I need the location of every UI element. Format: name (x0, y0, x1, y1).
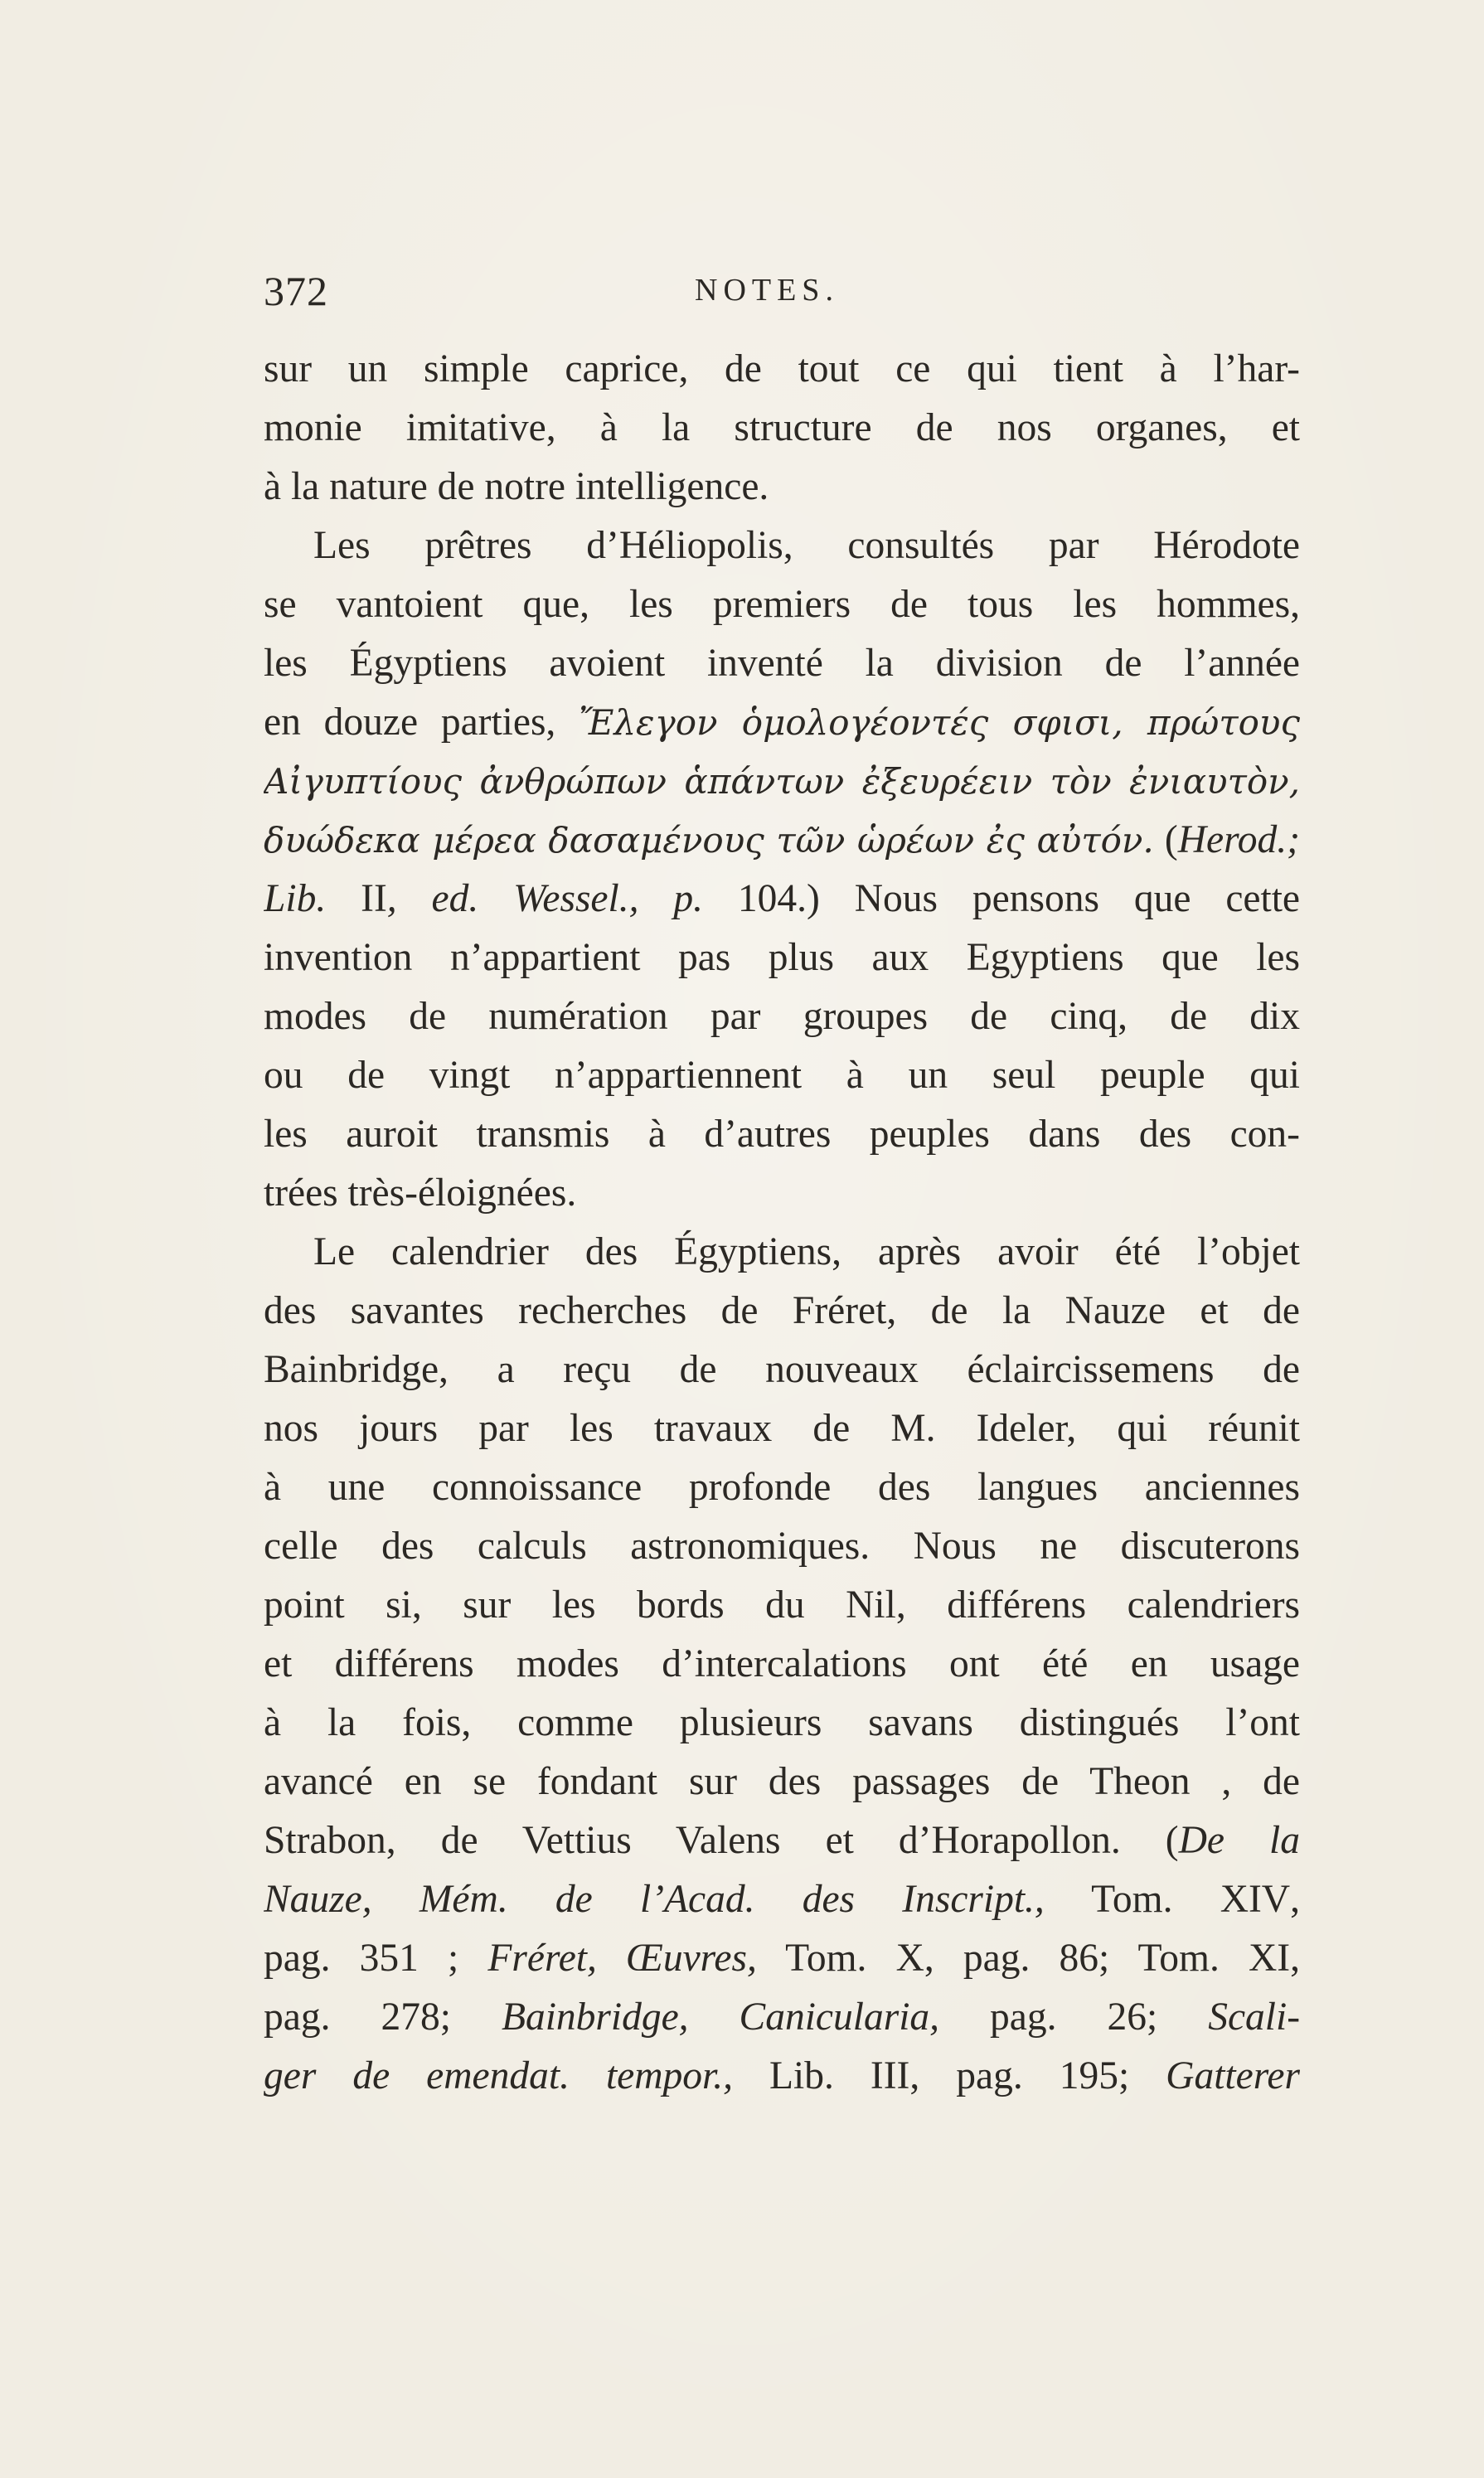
text-line (264, 458, 1300, 516)
text-segment: pag. 278; (264, 1995, 502, 2039)
text-line (264, 1635, 1300, 1694)
text-segment: sur un simple caprice, de tout ce qui tient à l’har- (264, 347, 1300, 390)
italic-citation: Lib. (264, 877, 361, 920)
text-line (264, 1164, 1300, 1223)
text-segment: III (870, 2054, 910, 2097)
text-line (264, 1341, 1300, 1399)
text-segment: , pag. 195; (909, 2054, 1166, 2097)
italic-citation: De la (1178, 1819, 1300, 1862)
text-line (264, 1694, 1300, 1753)
text-segment: pag. 351 ; (264, 1937, 488, 1980)
text-segment: les auroit transmis à d’autres peuples dans des con- (264, 1113, 1300, 1156)
text-segment: , pag. 86; Tom. (924, 1937, 1249, 1980)
italic-citation: Bainbridge, Canicularia, (501, 1995, 940, 2039)
text-segment: modes de numération par groupes de cinq, de dix (264, 995, 1300, 1038)
page-number: 372 (264, 268, 328, 314)
text-line (264, 634, 1300, 693)
text-line (264, 811, 1300, 870)
text-line (264, 1753, 1300, 1811)
greek-quotation: Ἔλεγον ὁμολογέοντές σφισι, πρώτους (579, 702, 1300, 743)
italic-citation: Fréret, Œuvres, (487, 1937, 757, 1980)
text-line (264, 693, 1300, 752)
text-segment: II (361, 877, 387, 920)
italic-citation: Nauze, Mém. de l’Acad. des Inscript., (264, 1878, 1045, 1921)
text-segment: 104.) Nous pensons que cette (702, 877, 1300, 920)
text-segment: Tom. (1044, 1878, 1220, 1921)
text-line (264, 1988, 1300, 2047)
text-segment: X (895, 1937, 924, 1980)
text-segment: à la nature de notre intelligence. (264, 465, 769, 508)
text-segment: ou de vingt n’appartiennent à un seul peuple qui (264, 1054, 1300, 1097)
text-line (264, 575, 1300, 634)
text-segment: Lib. (733, 2054, 871, 2097)
text-segment: pag. 26; (939, 1995, 1209, 2039)
text-segment: Bainbridge, a reçu de nouveaux éclaircissemens de (264, 1348, 1300, 1391)
text-segment: Strabon, de Vettius Valens et d’Horapollon. ( (264, 1819, 1179, 1862)
text-segment: , (1290, 1878, 1300, 1921)
text-segment: point si, sur les bords du Nil, différens calendriers (264, 1583, 1300, 1627)
text-line (264, 1517, 1300, 1576)
italic-citation: Herod.; (1177, 818, 1300, 861)
greek-quotation: δυώδεκα μέρεα δασαμένους τῶν ὡρέων ἐς αὐτόν. (264, 820, 1154, 861)
text-segment: nos jours par les travaux de M. Ideler, qui réunit (264, 1407, 1300, 1450)
text-segment: Les prêtres d’Héliopolis, consultés par Hérodote (313, 524, 1300, 567)
text-segment: Tom. (756, 1937, 896, 1980)
text-segment: avancé en se fondant sur des passages de Theon , de (264, 1760, 1300, 1803)
text-line (264, 987, 1300, 1046)
text-line (264, 1929, 1300, 1988)
text-segment: et différens modes d’intercalations ont été en usage (264, 1642, 1300, 1685)
italic-citation: ger de emendat. tempor., (264, 2054, 734, 2097)
text-segment: Le calendrier des Égyptiens, après avoir été l’objet (313, 1230, 1300, 1273)
text-segment: XI (1248, 1937, 1291, 1980)
greek-quotation: Αἰγυπτίους ἀνθρώπων ἁπάντων ἐξευρέειν τὸν ἐνιαυτὸν, (264, 761, 1300, 802)
text-line (264, 1811, 1300, 1870)
text-line (264, 752, 1300, 811)
text-segment: invention n’appartient pas plus aux Egyptiens que les (264, 936, 1300, 979)
text-segment: , (1290, 1937, 1300, 1980)
italic-citation: Scali- (1208, 1995, 1300, 2039)
text-segment: XIV (1220, 1878, 1291, 1921)
text-line (264, 1223, 1300, 1282)
text-segment: les Égyptiens avoient inventé la division de l’année (264, 642, 1300, 685)
running-head (264, 267, 1292, 325)
text-line (264, 340, 1300, 399)
text-segment: des savantes recherches de Fréret, de la Nauze et de (264, 1289, 1300, 1332)
text-line (264, 399, 1300, 458)
text-line (264, 1576, 1300, 1635)
text-line (264, 1399, 1300, 1458)
text-line (264, 1282, 1300, 1341)
text-segment: monie imitative, à la structure de nos organes, et (264, 406, 1300, 449)
text-line (264, 929, 1300, 987)
text-line (264, 1046, 1300, 1105)
text-segment: celle des calculs astronomiques. Nous ne discuterons (264, 1525, 1300, 1568)
italic-citation: Gatterer (1166, 2054, 1300, 2097)
text-line (264, 1458, 1300, 1517)
italic-citation: , ed. Wessel., p. (386, 877, 703, 920)
text-segment: en douze parties, (264, 701, 580, 744)
text-segment: trées très-éloignées. (264, 1171, 577, 1215)
page-title: NOTES. (695, 273, 839, 308)
text-segment: ( (1153, 818, 1178, 861)
text-line (264, 516, 1300, 575)
text-line (264, 1105, 1300, 1164)
text-line (264, 2047, 1300, 2106)
text-line (264, 870, 1300, 929)
text-segment: à la fois, comme plusieurs savans distingués l’ont (264, 1701, 1300, 1744)
text-segment: se vantoient que, les premiers de tous les hommes, (264, 583, 1300, 626)
body-text (264, 340, 1300, 2106)
text-line (264, 1870, 1300, 1929)
text-segment: à une connoissance profonde des langues anciennes (264, 1466, 1300, 1509)
